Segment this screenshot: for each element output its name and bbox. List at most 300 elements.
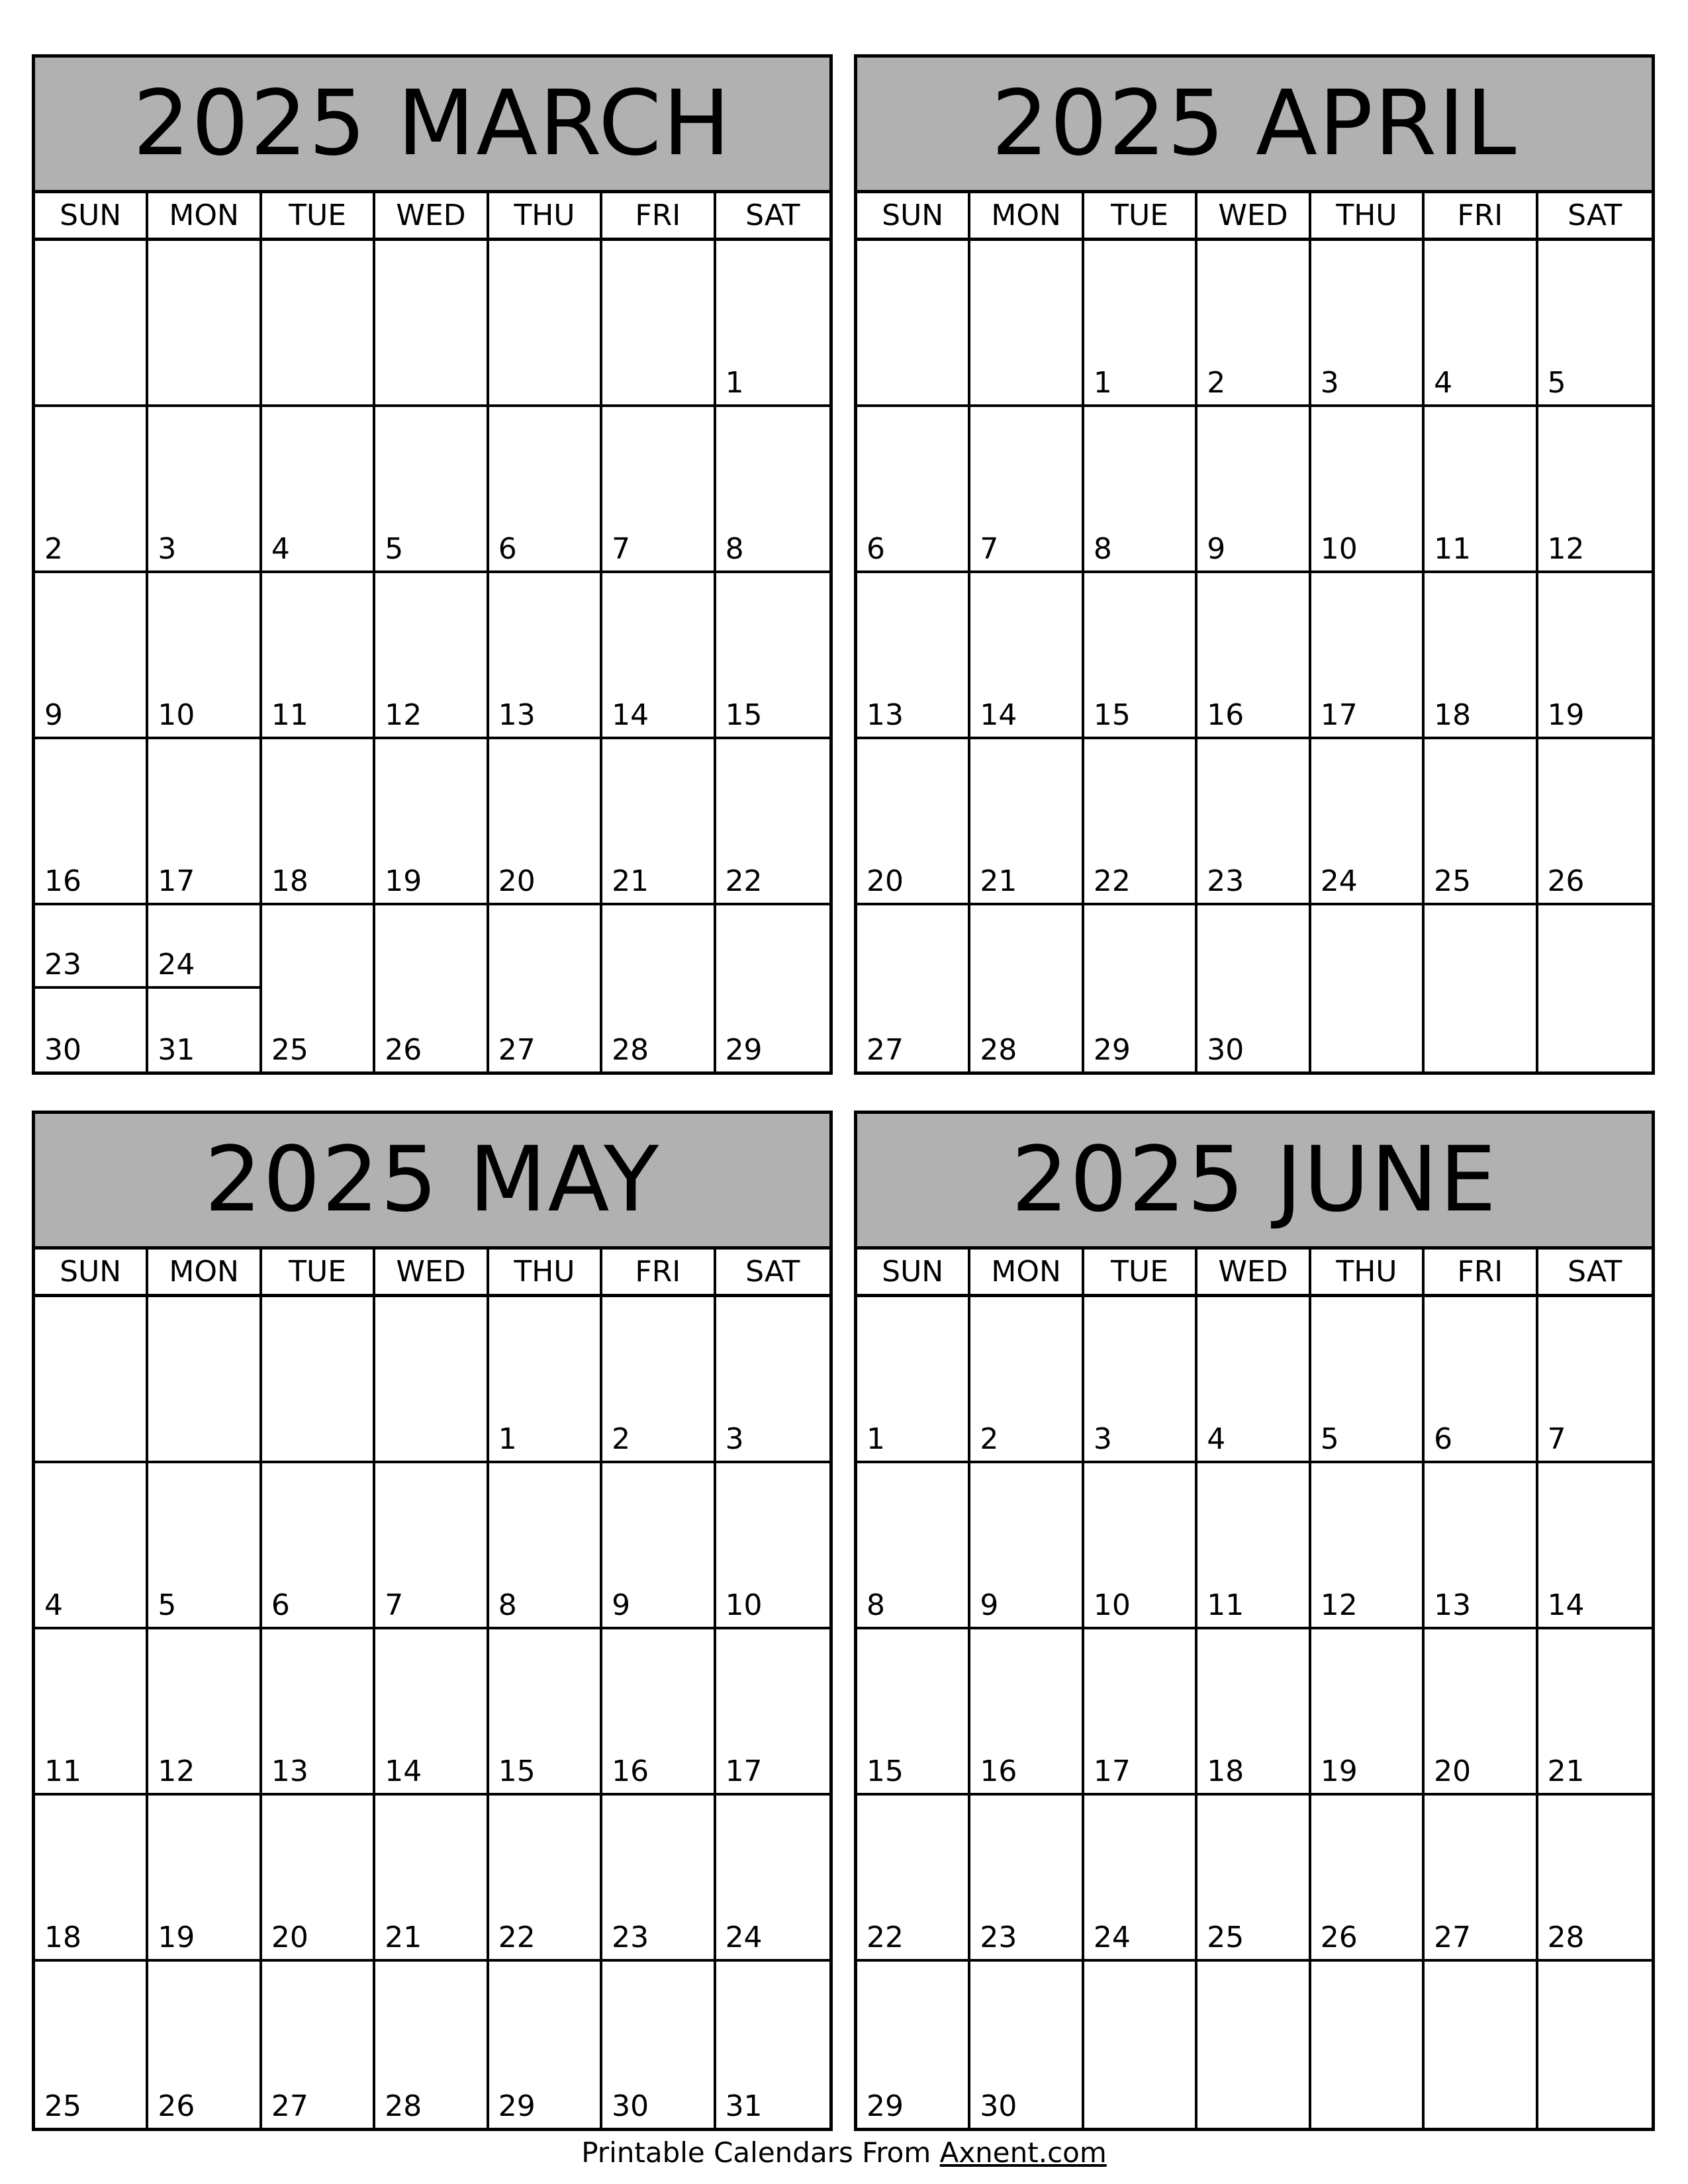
day-number: 4 <box>44 1588 63 1622</box>
day-cell[interactable] <box>602 407 716 573</box>
day-number: 21 <box>612 864 649 898</box>
day-number: 30 <box>44 1033 81 1067</box>
calendar-title: 2025 APRIL <box>857 58 1652 193</box>
day-cell[interactable] <box>970 1962 1084 2128</box>
day-number: 10 <box>1320 532 1358 566</box>
day-cell[interactable] <box>35 739 148 905</box>
day-cell[interactable] <box>148 573 261 739</box>
day-cell[interactable] <box>375 1962 489 2128</box>
day-number: 20 <box>1434 1754 1472 1788</box>
day-cell[interactable] <box>1311 905 1425 1071</box>
day-number: 25 <box>44 2089 81 2123</box>
day-cell[interactable] <box>375 905 489 1071</box>
day-cell[interactable] <box>262 241 375 407</box>
day-number: 22 <box>1093 864 1131 898</box>
calendar-title: 2025 JUNE <box>857 1114 1652 1250</box>
day-number: 7 <box>980 532 999 566</box>
weekday-label: WED <box>1197 193 1311 238</box>
day-cell[interactable] <box>1425 241 1538 407</box>
day-cell[interactable] <box>35 573 148 739</box>
day-cell[interactable] <box>1538 1629 1652 1796</box>
day-cell[interactable] <box>148 1463 261 1629</box>
day-cell[interactable] <box>35 1629 148 1796</box>
day-number: 3 <box>158 532 177 566</box>
day-number: 19 <box>1547 698 1585 732</box>
day-number: 3 <box>1320 366 1339 400</box>
day-cell[interactable] <box>148 407 261 573</box>
day-cell[interactable] <box>262 573 375 739</box>
day-cell[interactable] <box>857 905 970 1071</box>
day-number: 5 <box>158 1588 177 1622</box>
day-number: 26 <box>385 1033 422 1067</box>
day-number: 6 <box>271 1588 290 1622</box>
day-number: 9 <box>1207 532 1226 566</box>
day-cell[interactable] <box>1311 1463 1425 1629</box>
weekday-label: TUE <box>1084 1250 1197 1294</box>
day-cell[interactable] <box>1538 1297 1652 1463</box>
day-number: 9 <box>44 698 63 732</box>
day-cell[interactable] <box>489 1629 602 1796</box>
day-cell[interactable] <box>1425 905 1538 1071</box>
day-number: 1 <box>867 1422 885 1456</box>
day-cell[interactable] <box>489 573 602 739</box>
day-number: 14 <box>1547 1588 1585 1622</box>
day-number: 2 <box>980 1422 999 1456</box>
day-number: 10 <box>158 698 195 732</box>
day-number: 30 <box>980 2089 1017 2123</box>
weekday-header-row <box>857 193 1652 241</box>
day-number: 21 <box>980 864 1017 898</box>
day-cell[interactable] <box>857 1796 970 1962</box>
day-cell[interactable] <box>1084 573 1197 739</box>
day-cell[interactable] <box>489 1796 602 1962</box>
day-cell[interactable] <box>716 573 829 739</box>
day-number: 23 <box>1207 864 1244 898</box>
day-number: 13 <box>271 1754 308 1788</box>
weekday-label: MON <box>148 193 261 238</box>
weekday-header-row <box>35 1250 829 1297</box>
day-cell[interactable] <box>35 1962 148 2128</box>
day-cell[interactable] <box>857 241 970 407</box>
day-cell[interactable] <box>970 739 1084 905</box>
day-cell[interactable] <box>375 241 489 407</box>
weekday-label: SAT <box>745 1255 800 1289</box>
day-cell[interactable] <box>1538 1463 1652 1629</box>
day-number: 14 <box>612 698 649 732</box>
day-cell[interactable] <box>1197 1463 1311 1629</box>
weekday-label: MON <box>970 1250 1084 1294</box>
day-cell[interactable] <box>857 1297 970 1463</box>
weekday-label: SAT <box>1568 199 1622 232</box>
weekday-header-row <box>857 1250 1652 1297</box>
day-number: 29 <box>498 2089 536 2123</box>
day-number: 28 <box>980 1033 1017 1067</box>
day-number: 21 <box>1547 1754 1585 1788</box>
day-cell[interactable] <box>602 573 716 739</box>
day-number: 16 <box>612 1754 649 1788</box>
footer <box>0 2136 1688 2169</box>
day-cell[interactable] <box>970 241 1084 407</box>
day-cell[interactable] <box>375 573 489 739</box>
day-cell[interactable] <box>602 739 716 905</box>
day-number: 27 <box>498 1033 536 1067</box>
day-number: 11 <box>1207 1588 1244 1622</box>
day-number: 11 <box>44 1754 81 1788</box>
day-cell[interactable] <box>602 1463 716 1629</box>
day-cell[interactable] <box>857 1962 970 2128</box>
day-number: 11 <box>271 698 308 732</box>
day-number: 6 <box>1434 1422 1453 1456</box>
day-number: 18 <box>271 864 308 898</box>
day-cell[interactable] <box>1425 1297 1538 1463</box>
day-cell[interactable] <box>262 1297 375 1463</box>
day-cell[interactable] <box>1538 739 1652 905</box>
day-cell[interactable] <box>1197 407 1311 573</box>
day-cell[interactable] <box>1084 1962 1197 2128</box>
day-cell[interactable] <box>602 1629 716 1796</box>
day-cell[interactable] <box>716 241 829 407</box>
day-number: 12 <box>158 1754 195 1788</box>
weekday-label: TUE <box>262 193 375 238</box>
day-cell[interactable] <box>970 407 1084 573</box>
day-number: 22 <box>498 1921 536 1954</box>
day-cell[interactable] <box>1538 241 1652 407</box>
day-grid <box>35 1297 829 2128</box>
day-cell[interactable] <box>1538 573 1652 739</box>
day-cell[interactable] <box>602 1962 716 2128</box>
day-cell[interactable] <box>1084 1629 1197 1796</box>
day-cell[interactable] <box>602 1297 716 1463</box>
day-number: 24 <box>725 1921 763 1954</box>
day-number: 12 <box>1320 1588 1358 1622</box>
day-cell[interactable] <box>1311 407 1425 573</box>
day-number: 27 <box>1434 1921 1472 1954</box>
day-cell[interactable] <box>1538 1962 1652 2128</box>
day-cell[interactable] <box>1425 1962 1538 2128</box>
day-grid <box>857 241 1652 1071</box>
weekday-label: MON <box>148 1250 261 1294</box>
day-number: 20 <box>867 864 904 898</box>
day-number: 19 <box>1320 1754 1358 1788</box>
day-cell[interactable] <box>35 1463 148 1629</box>
day-number: 2 <box>612 1422 631 1456</box>
day-cell[interactable] <box>262 1463 375 1629</box>
day-cell[interactable] <box>1084 1463 1197 1629</box>
day-cell[interactable] <box>1311 739 1425 905</box>
day-number: 28 <box>612 1033 649 1067</box>
day-cell[interactable] <box>489 1962 602 2128</box>
day-cell[interactable] <box>1197 241 1311 407</box>
day-number: 29 <box>867 2089 904 2123</box>
day-cell[interactable] <box>970 1463 1084 1629</box>
day-number: 26 <box>1320 1921 1358 1954</box>
day-number: 27 <box>271 2089 308 2123</box>
calendar-april <box>854 54 1655 1075</box>
day-number: 22 <box>725 864 763 898</box>
day-number: 11 <box>1434 532 1472 566</box>
day-cell[interactable] <box>35 905 148 1071</box>
day-cell[interactable] <box>1197 573 1311 739</box>
calendar-may <box>32 1111 833 2131</box>
day-cell[interactable] <box>1311 1796 1425 1962</box>
day-number: 24 <box>1320 864 1358 898</box>
day-number: 8 <box>498 1588 517 1622</box>
day-cell[interactable] <box>970 1629 1084 1796</box>
day-cell[interactable] <box>1425 1796 1538 1962</box>
weekday-label: SUN <box>857 193 970 238</box>
day-cell[interactable] <box>857 1463 970 1629</box>
day-number: 25 <box>1207 1921 1244 1954</box>
day-grid <box>857 1297 1652 2128</box>
day-number: 3 <box>1093 1422 1112 1456</box>
day-number: 10 <box>725 1588 763 1622</box>
day-cell[interactable] <box>375 1796 489 1962</box>
day-number: 29 <box>725 1033 763 1067</box>
day-number: 17 <box>1320 698 1358 732</box>
day-cell[interactable] <box>1084 905 1197 1071</box>
day-cell[interactable] <box>148 739 261 905</box>
day-cell-split-top[interactable] <box>148 905 259 989</box>
day-number: 3 <box>725 1422 744 1456</box>
day-number: 23 <box>612 1921 649 1954</box>
day-cell[interactable] <box>1538 407 1652 573</box>
day-cell[interactable] <box>716 1962 829 2128</box>
day-number: 5 <box>1320 1422 1339 1456</box>
weekday-label: TUE <box>1084 193 1197 238</box>
weekday-label: FRI <box>1425 193 1538 238</box>
day-number: 20 <box>498 864 536 898</box>
day-cell[interactable] <box>857 407 970 573</box>
day-number: 8 <box>725 532 744 566</box>
day-cell[interactable] <box>1084 407 1197 573</box>
day-cell[interactable] <box>970 905 1084 1071</box>
weekday-label: WED <box>1197 1250 1311 1294</box>
day-number: 18 <box>1434 698 1472 732</box>
day-cell[interactable] <box>716 739 829 905</box>
day-cell[interactable] <box>716 1463 829 1629</box>
day-number: 15 <box>725 698 763 732</box>
day-cell[interactable] <box>262 1796 375 1962</box>
day-cell[interactable] <box>857 1629 970 1796</box>
day-number: 20 <box>271 1921 308 1954</box>
day-cell[interactable] <box>1084 241 1197 407</box>
day-number: 26 <box>158 2089 195 2123</box>
day-cell[interactable] <box>35 1796 148 1962</box>
day-number: 18 <box>44 1921 81 1954</box>
day-number: 4 <box>1434 366 1453 400</box>
day-number: 6 <box>867 532 885 566</box>
day-cell[interactable] <box>1311 1297 1425 1463</box>
day-number: 13 <box>498 698 536 732</box>
day-number: 12 <box>385 698 422 732</box>
day-cell[interactable] <box>716 1796 829 1962</box>
day-number: 9 <box>980 1588 999 1622</box>
day-cell[interactable] <box>970 1297 1084 1463</box>
day-cell[interactable] <box>148 1796 261 1962</box>
day-cell[interactable] <box>857 739 970 905</box>
weekday-header-row <box>35 193 829 241</box>
day-cell[interactable] <box>1311 1962 1425 2128</box>
weekday-label: FRI <box>1425 1250 1538 1294</box>
day-number: 17 <box>158 864 195 898</box>
day-cell[interactable] <box>1311 573 1425 739</box>
day-number: 8 <box>1093 532 1112 566</box>
weekday-label: FRI <box>602 193 716 238</box>
day-number: 5 <box>1547 366 1566 400</box>
day-number: 13 <box>1434 1588 1472 1622</box>
day-cell[interactable] <box>375 1463 489 1629</box>
day-number: 17 <box>725 1754 763 1788</box>
day-cell[interactable] <box>262 905 375 1071</box>
weekday-label: TUE <box>262 1250 375 1294</box>
calendar-june <box>854 1111 1655 2131</box>
day-cell[interactable] <box>35 241 148 407</box>
day-number: 30 <box>1207 1033 1244 1067</box>
day-cell[interactable] <box>489 1463 602 1629</box>
day-cell[interactable] <box>35 407 148 573</box>
weekday-label: SAT <box>745 199 800 232</box>
weekday-label: SUN <box>35 1250 148 1294</box>
day-cell[interactable] <box>970 573 1084 739</box>
day-number: 7 <box>385 1588 404 1622</box>
day-cell[interactable] <box>375 407 489 573</box>
day-cell[interactable] <box>1538 1796 1652 1962</box>
day-cell[interactable] <box>1425 573 1538 739</box>
day-cell[interactable] <box>375 739 489 905</box>
day-cell[interactable] <box>35 1297 148 1463</box>
day-cell[interactable] <box>1197 1796 1311 1962</box>
day-cell[interactable] <box>970 1796 1084 1962</box>
day-cell[interactable] <box>1197 1297 1311 1463</box>
day-number: 31 <box>725 2089 763 2123</box>
day-number: 23 <box>44 947 81 981</box>
day-number: 27 <box>867 1033 904 1067</box>
weekday-label: THU <box>1311 1250 1425 1294</box>
day-number: 1 <box>1093 366 1112 400</box>
day-number: 7 <box>612 532 631 566</box>
day-cell[interactable] <box>148 1629 261 1796</box>
day-cell[interactable] <box>1197 739 1311 905</box>
day-number: 22 <box>867 1921 904 1954</box>
day-cell[interactable] <box>262 1629 375 1796</box>
day-cell[interactable] <box>148 905 261 1071</box>
day-cell[interactable] <box>1311 241 1425 407</box>
day-number: 5 <box>385 532 404 566</box>
day-cell[interactable] <box>489 241 602 407</box>
day-number: 2 <box>44 532 63 566</box>
day-number: 25 <box>1434 864 1472 898</box>
day-cell[interactable] <box>262 407 375 573</box>
day-cell[interactable] <box>148 241 261 407</box>
day-number: 8 <box>867 1588 885 1622</box>
day-cell[interactable] <box>1425 407 1538 573</box>
calendar-march <box>32 54 833 1075</box>
day-number: 24 <box>1093 1921 1131 1954</box>
day-cell-split-bottom[interactable] <box>148 989 259 1072</box>
day-cell[interactable] <box>1538 905 1652 1071</box>
day-cell[interactable] <box>1311 1629 1425 1796</box>
day-cell[interactable] <box>375 1297 489 1463</box>
day-cell[interactable] <box>148 1962 261 2128</box>
day-number: 24 <box>158 947 195 981</box>
footer-text: Printable Calendars From <box>581 2136 940 2169</box>
day-number: 2 <box>1207 366 1226 400</box>
day-cell[interactable] <box>716 407 829 573</box>
calendar-title: 2025 MAY <box>35 1114 829 1250</box>
day-cell[interactable] <box>716 1297 829 1463</box>
day-number: 4 <box>271 532 290 566</box>
day-cell[interactable] <box>857 573 970 739</box>
day-number: 15 <box>1093 698 1131 732</box>
day-number: 9 <box>612 1588 631 1622</box>
day-cell[interactable] <box>716 1629 829 1796</box>
day-cell[interactable] <box>1197 1962 1311 2128</box>
day-number: 18 <box>1207 1754 1244 1788</box>
day-number: 16 <box>1207 698 1244 732</box>
day-cell[interactable] <box>375 1629 489 1796</box>
day-cell[interactable] <box>1084 1796 1197 1962</box>
day-cell[interactable] <box>1197 1629 1311 1796</box>
weekday-label: THU <box>489 193 602 238</box>
day-cell[interactable] <box>489 905 602 1071</box>
day-cell-split-bottom[interactable] <box>35 989 146 1072</box>
day-grid <box>35 241 829 1071</box>
footer-link[interactable]: Axnent.com <box>939 2136 1107 2169</box>
day-cell-split-top[interactable] <box>35 905 146 989</box>
day-cell[interactable] <box>489 1297 602 1463</box>
day-number: 28 <box>385 2089 422 2123</box>
day-cell[interactable] <box>148 1297 261 1463</box>
day-cell[interactable] <box>489 739 602 905</box>
day-number: 25 <box>271 1033 308 1067</box>
day-number: 17 <box>1093 1754 1131 1788</box>
day-number: 13 <box>867 698 904 732</box>
day-cell[interactable] <box>602 1796 716 1962</box>
weekday-label: WED <box>375 1250 489 1294</box>
day-number: 6 <box>498 532 517 566</box>
day-cell[interactable] <box>1425 1629 1538 1796</box>
day-number: 14 <box>385 1754 422 1788</box>
day-number: 30 <box>612 2089 649 2123</box>
day-cell[interactable] <box>1197 905 1311 1071</box>
day-number: 4 <box>1207 1422 1226 1456</box>
day-cell[interactable] <box>716 905 829 1071</box>
weekday-label: SUN <box>857 1250 970 1294</box>
day-number: 14 <box>980 698 1017 732</box>
day-number: 7 <box>1547 1422 1566 1456</box>
day-cell[interactable] <box>489 407 602 573</box>
day-number: 1 <box>498 1422 517 1456</box>
day-cell[interactable] <box>1084 739 1197 905</box>
day-cell[interactable] <box>262 1962 375 2128</box>
weekday-label: SUN <box>35 193 148 238</box>
day-cell[interactable] <box>602 905 716 1071</box>
day-cell[interactable] <box>1425 739 1538 905</box>
day-cell[interactable] <box>602 241 716 407</box>
weekday-label: SAT <box>1568 1255 1622 1289</box>
weekday-label: MON <box>970 193 1084 238</box>
day-number: 26 <box>1547 864 1585 898</box>
day-cell[interactable] <box>1084 1297 1197 1463</box>
day-number: 15 <box>867 1754 904 1788</box>
day-cell[interactable] <box>262 739 375 905</box>
day-number: 19 <box>158 1921 195 1954</box>
day-number: 29 <box>1093 1033 1131 1067</box>
day-cell[interactable] <box>1425 1463 1538 1629</box>
weekday-label: THU <box>1311 193 1425 238</box>
day-number: 19 <box>385 864 422 898</box>
weekday-label: THU <box>489 1250 602 1294</box>
